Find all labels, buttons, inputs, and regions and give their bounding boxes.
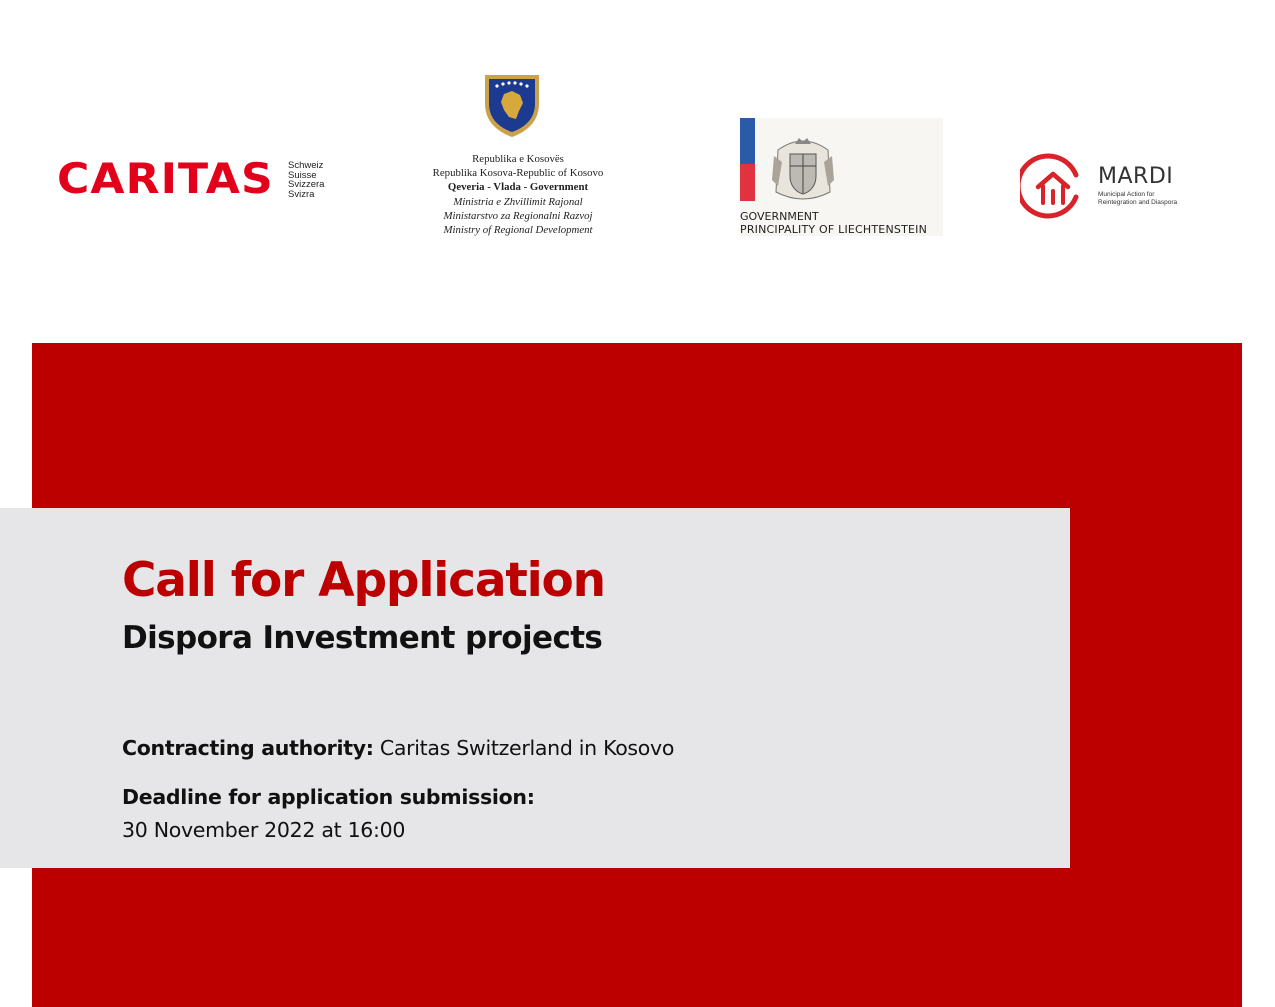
mardi-tagline-1: Municipal Action for: [1098, 191, 1155, 198]
mardi-name: MARDI: [1098, 164, 1174, 189]
contracting-authority: [122, 733, 674, 763]
kosovo-coat-of-arms-icon: [482, 72, 542, 138]
contracting-authority-value: Caritas Switzerland in Kosovo: [373, 736, 675, 760]
caritas-lang-1: Schweiz: [288, 160, 324, 171]
kosovo-line-6: Ministry of Regional Development: [443, 224, 593, 237]
liechtenstein-government-logo: [740, 118, 950, 238]
page-subtitle: Dispora Investment projects: [122, 620, 603, 656]
mardi-tagline-2: Reintegration and Diaspora: [1098, 198, 1178, 206]
liechtenstein-coat-of-arms-icon: [768, 136, 838, 204]
caritas-lang-4: Svizra: [288, 188, 315, 200]
caritas-logo: [57, 154, 337, 203]
kosovo-line-5: Ministarstvo za Regionalni Razvoj: [443, 209, 593, 222]
caritas-lang-2: Suisse: [288, 169, 317, 181]
flag-stripe-red: [740, 164, 755, 201]
mardi-tagline: [1098, 191, 1177, 206]
kosovo-ministry-logo: [418, 72, 618, 242]
caritas-lang-3: Svizzera: [288, 179, 325, 191]
kosovo-line-1: Republika e Kosovës: [472, 153, 564, 165]
contracting-authority-label: Contracting authority:: [122, 736, 374, 760]
mardi-logo: [1020, 153, 1200, 219]
caritas-wordmark: CARITAS: [57, 154, 274, 203]
mardi-house-icon: [1020, 153, 1086, 219]
liechtenstein-line-2: PRINCIPALITY OF LIECHTENSTEIN: [740, 223, 928, 236]
deadline-label-text: Deadline for application submission:: [122, 785, 535, 809]
deadline-value: 30 November 2022 at 16:00: [122, 818, 406, 842]
caritas-languages: [288, 161, 324, 199]
flag-stripe-blue: [740, 118, 755, 164]
kosovo-ministry-text: [418, 152, 618, 237]
kosovo-line-3: Qeveria - Vlada - Government: [447, 181, 589, 194]
page-title: Call for Application: [122, 553, 605, 608]
kosovo-line-4: Ministria e Zhvillimit Rajonal: [453, 195, 583, 208]
liechtenstein-line-1: GOVERNMENT: [740, 210, 819, 223]
kosovo-line-2: Republika Kosova-Republic of Kosovo: [432, 167, 604, 180]
deadline-label: [122, 782, 535, 812]
